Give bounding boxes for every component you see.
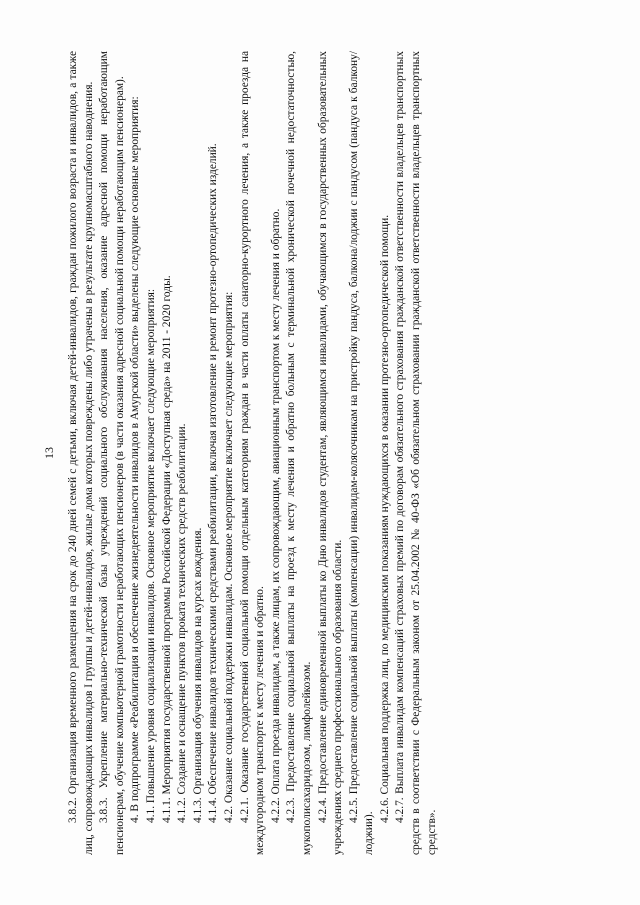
- paragraph-4-2-3: 4.2.3. Предоставление социальной выплаты на проезд к месту лечения и обратно больным с терминальной хронической почечной недостаточностью, мукополисахаридозом, лимфолейкозом.: [285, 50, 313, 855]
- paragraph-4-2-1: 4.2.1. Оказание государственной социальной помощи отдельным категориям граждан в части оплаты санаторно-курортного лечения, а также проезда на междугородном транспорте к месту лечения и обратно.: [238, 50, 267, 855]
- paragraph-4-1-3: 4.1.3. Организация обучения инвалидов на курсах вождения.: [191, 527, 204, 823]
- page-number: 13: [42, 446, 56, 459]
- paragraph-4-2: 4.2. Оказание социальной поддержки инвалидам. Основное мероприятие включает следующие мероприятия:: [222, 291, 235, 823]
- paragraph-4: 4. В подпрограмме «Реабилитация и обеспечение жизнедеятельности инвалидов в Амурской области» выделены следующие основные мероприятия:: [129, 95, 142, 823]
- paragraph-4-2-6: 4.2.6. Социальная поддержка лиц, по медицинским показаниям нуждающихся в оказании протезно-ортопедической помощи.: [378, 214, 391, 823]
- paragraph-4-1-4: 4.1.4. Обеспечение инвалидов техническими средствами реабилитации, включая изготовление и ремонт протезно-ортопедических изделий.: [207, 142, 220, 823]
- paragraph-4-1: 4.1. Повышение уровня социализации инвалидов. Основное мероприятие включает следующие мероприятия:: [144, 288, 157, 823]
- paragraph-4-2-2: 4.2.2. Оплата проезда инвалидам, а также лицам, их сопровождающим, авиационным транспортом к месту лечения и обратно.: [269, 208, 282, 823]
- paragraph-4-2-4: 4.2.4. Предоставление единовременной выплаты ко Дню инвалидов студентам, являющимся инвалидами, обучающимся в государственных образовательных учреждениях среднего профессионального образования области.: [316, 50, 345, 855]
- paragraph-4-1-2: 4.1.2. Создание и оснащение пунктов проката технических средств реабилитации.: [176, 423, 189, 823]
- paragraph-3-8-2: 3.8.2. Организация временного размещения на срок до 240 дней семей с детьми, включая детей-инвалидов, граждан пожилого возраста и инвалидов, а также лиц, сопровождающих инвалидов I группы и детей-инвалидов, жилые дома которых повреждены либо утрачены в результате крупномасштабного наводнения.: [67, 50, 95, 855]
- paragraph-4-2-7: 4.2.7. Выплата инвалидам компенсаций страховых премий по договорам обязательного страхования гражданской ответственности владельцев транспортных средств в соответствии с Федеральным законом от 25.04.2002 № 40-ФЗ «Об обязательном страховании гражданской ответственности владельцев транспортных средств».: [394, 50, 438, 855]
- rotated-content: [40, 43, 600, 863]
- paragraph-4-2-5: 4.2.5. Предоставление социальной выплаты (компенсации) инвалидам-колясочникам на пристройку пандуса, балкона/лоджии с пандусом (пандуса к балкону/лоджии).: [347, 50, 376, 855]
- paragraph-4-1-1: 4.1.1. Мероприятия государственной программы Российской Федерации «Доступная среда» на 2011 - 2020 годы.: [160, 274, 173, 823]
- paragraph-3-8-3: 3.8.3. Укрепление материально-технической базы учреждений социального обслуживания населения, оказание адресной помощи неработающим пенсионерам, обучение компьютерной грамотности неработающих пенсионеров (в части оказания адресной социальной помощи неработающим пенсионерам).: [98, 50, 126, 855]
- document-body: [66, 51, 440, 855]
